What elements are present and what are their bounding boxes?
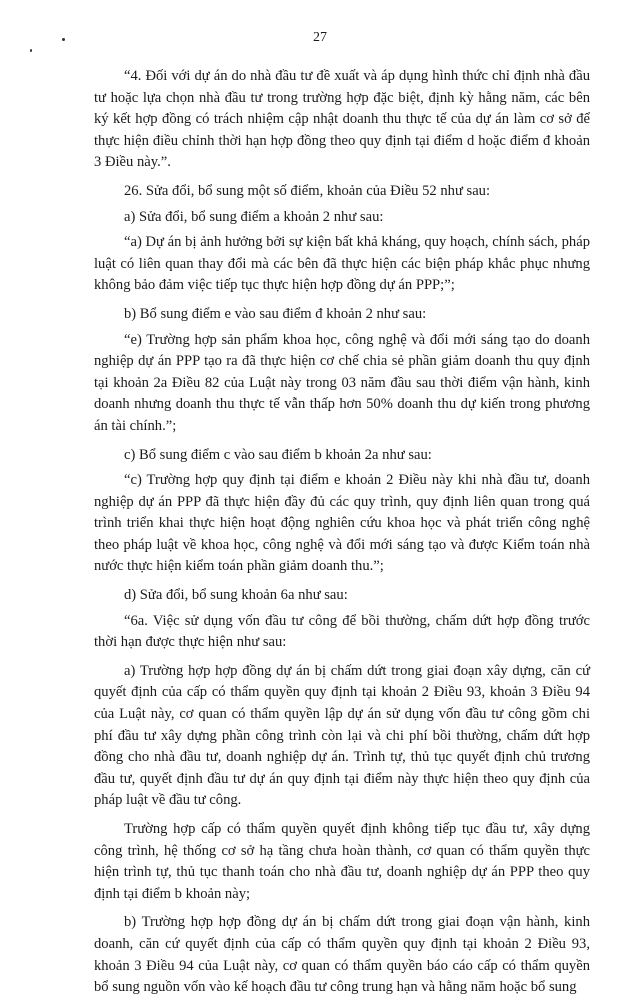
paragraph: b) Bổ sung điểm e vào sau điểm đ khoản 2 như sau: bbox=[124, 305, 427, 322]
paragraph: b) Trường hợp hợp đồng dự án bị chấm dứt trong giai đoạn vận hành, kinh doanh, căn cứ quyết định của cấp có thẩm quyền quy định tại khoản 2 Điều 93, khoản 3 Điều 94 của Luật này, cơ quan có thẩm quyền báo cáo cấp có thẩm quyền bổ sung nguồn vốn vào kế hoạch đầu tư công trung hạn và hằng năm hoặc bổ sung bbox=[94, 914, 590, 996]
document-body bbox=[94, 66, 590, 1006]
paragraph: “e) Trường hợp sản phẩm khoa học, công nghệ và đổi mới sáng tạo do doanh nghiệp dự án PPP tạo ra đã thực hiện cơ chế chia sẻ phần giảm doanh thu quy định tại khoản 2a Điều 82 của Luật này trong 03 năm đầu sau thời điểm vận hành, kinh doanh nhưng doanh thu thực tế vẫn thấp hơn 50% doanh thu dự kiến trong phương án tài chính.”; bbox=[94, 331, 590, 434]
page-number: 27 bbox=[313, 30, 327, 45]
paragraph: a) Trường hợp hợp đồng dự án bị chấm dứt trong giai đoạn xây dựng, căn cứ quyết định của cấp có thẩm quyền quy định tại khoản 2 Điều 93, khoản 3 Điều 94 của Luật này, cơ quan có thẩm quyền lập dự án sử dụng vốn đầu tư công gồm chi phí đầu tư xây dựng phần công trình còn lại và chi phí bồi thường, chấm dứt hợp đồng cho nhà đầu tư, doanh nghiệp dự án. Trình tự, thủ tục quyết định chủ trương đầu tư, quyết định đầu tư dự án quy định tại điểm này thực hiện theo quy định của pháp luật về đầu tư công. bbox=[94, 662, 590, 809]
paragraph: “4. Đối với dự án do nhà đầu tư đề xuất và áp dụng hình thức chỉ định nhà đầu tư hoặc lựa chọn nhà đầu tư trong trường hợp đặc biệt, định kỳ hằng năm, các bên ký kết hợp đồng có trách nhiệm cập nhật doanh thu thực tế của dự án làm cơ sở để thực hiện điều chỉnh thời hạn hợp đồng theo quy định tại điểm d hoặc điểm đ khoản 3 Điều này.”. bbox=[94, 68, 590, 171]
paragraph: a) Sửa đổi, bổ sung điểm a khoản 2 như sau: bbox=[124, 208, 384, 225]
paragraph: Trường hợp cấp có thẩm quyền quyết định không tiếp tục đầu tư, xây dựng công trình, hệ thống cơ sở hạ tầng chưa hoàn thành, cơ quan có thẩm quyền thực hiện trình tự, thủ tục thanh toán cho nhà đầu tư, doanh nghiệp dự án PPP theo quy định tại điểm b khoản này; bbox=[94, 821, 590, 902]
paragraph: 26. Sửa đổi, bổ sung một số điểm, khoản của Điều 52 như sau: bbox=[124, 182, 491, 199]
paragraph: c) Bổ sung điểm c vào sau điểm b khoản 2a như sau: bbox=[124, 446, 432, 463]
scan-speck bbox=[30, 49, 32, 52]
paragraph: “c) Trường hợp quy định tại điểm e khoản 2 Điều này khi nhà đầu tư, doanh nghiệp dự án PPP đã thực hiện đầy đủ các quy trình, quy định liên quan trong quá trình triển khai thực hiện hoạt động nghiên cứu khoa học và phát triển công nghệ theo pháp luật về khoa học, công nghệ và đổi mới sáng tạo và được Kiểm toán nhà nước thực hiện kiểm toán phần giảm doanh thu.”; bbox=[94, 472, 590, 575]
paragraph: “6a. Việc sử dụng vốn đầu tư công để bồi thường, chấm dứt hợp đồng trước thời hạn được thực hiện như sau: bbox=[94, 612, 590, 651]
paragraph: d) Sửa đổi, bổ sung khoản 6a như sau: bbox=[124, 587, 348, 604]
paragraph: “a) Dự án bị ảnh hưởng bởi sự kiện bất khả kháng, quy hoạch, chính sách, pháp luật có liên quan thay đổi mà các bên đã thực hiện các biện pháp khắc phục nhưng không bảo đảm việc tiếp tục thực hiện hợp đồng dự án PPP;”; bbox=[94, 234, 590, 294]
